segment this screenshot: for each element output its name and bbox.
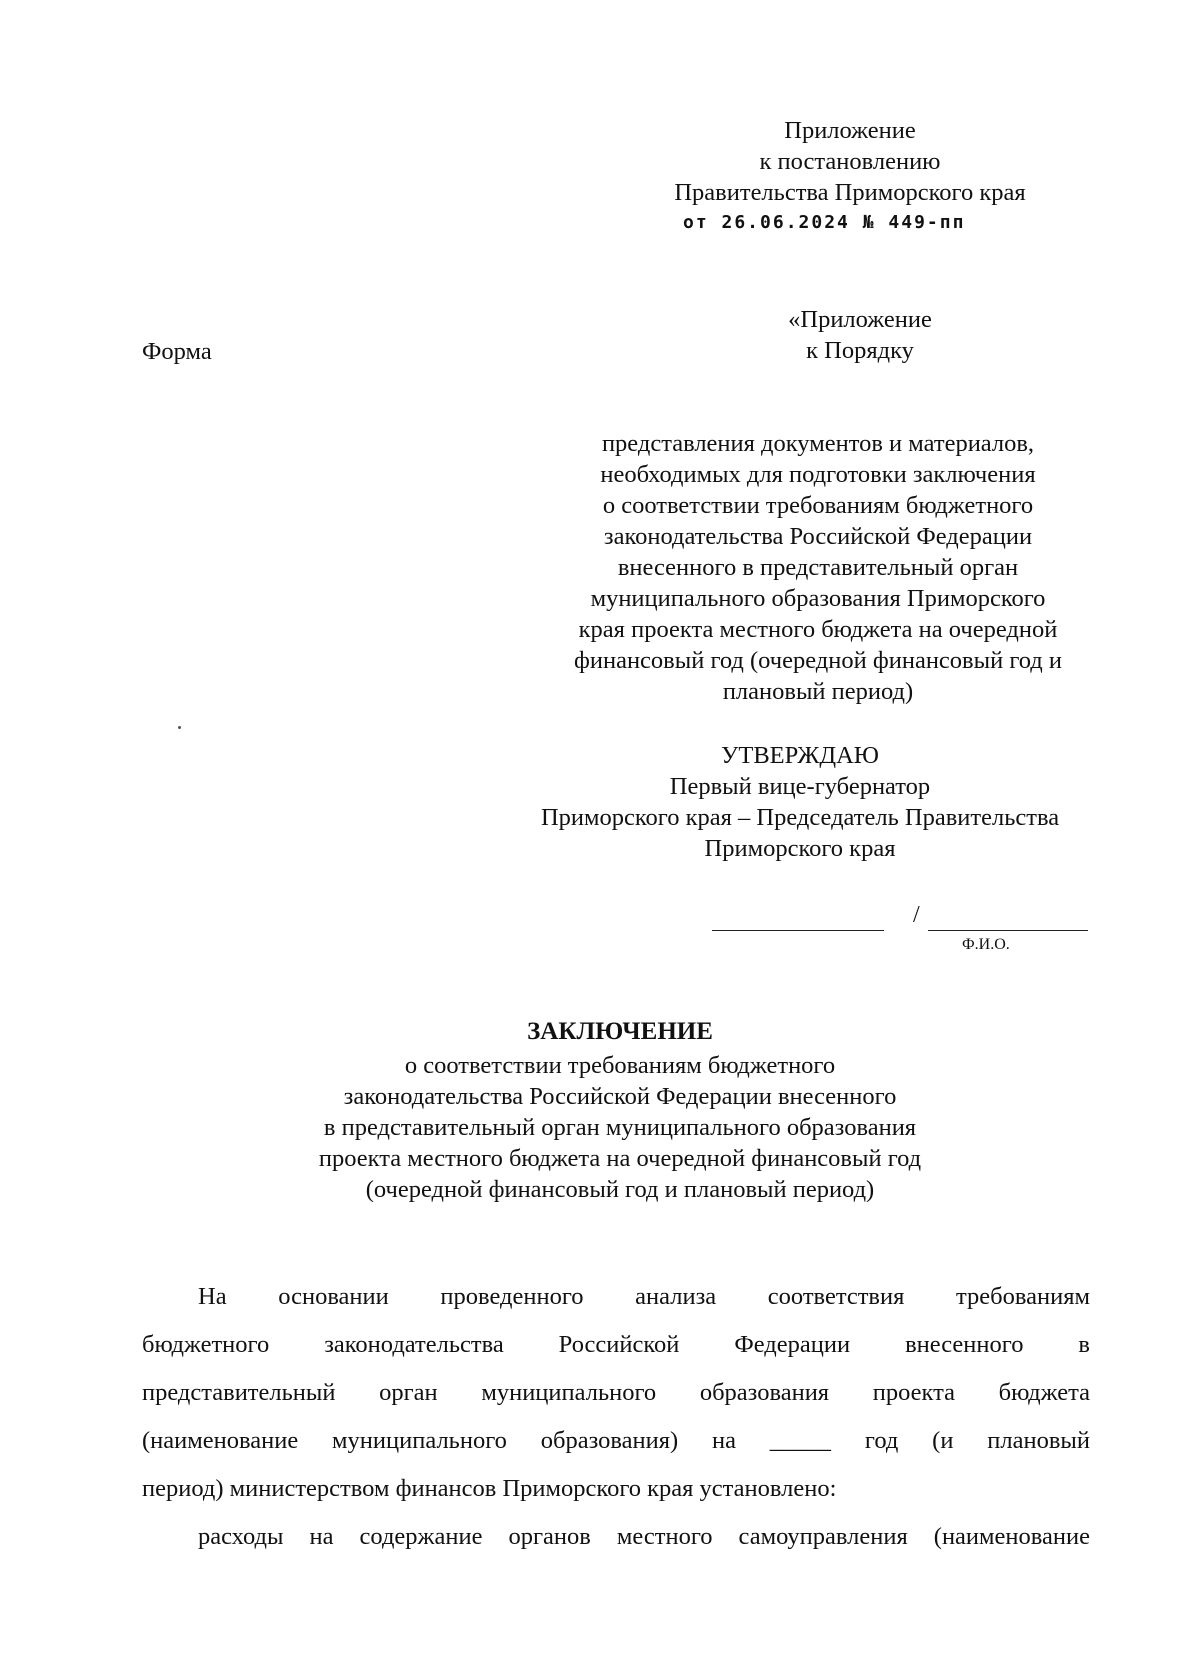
conclusion-title: ЗАКЛЮЧЕНИЕ (527, 1018, 713, 1045)
appendix-header (620, 115, 1080, 208)
order-appendix-text-line: внесенного в представительный орган (617, 554, 1019, 581)
appendix-header-line1: Приложение (784, 117, 916, 144)
approval-title: УТВЕРЖДАЮ (721, 742, 879, 769)
appendix-header-line3: Правительства Приморского края (674, 179, 1026, 206)
body-line: бюджетного законодательства Российской Федерации внесенного в (142, 1331, 1090, 1358)
approval-block (480, 740, 1120, 864)
conclusion-subtitle-line: законодательства Российской Федерации внесенного (343, 1083, 897, 1110)
order-appendix-text-line: законодательства Российской Федерации (603, 523, 1033, 550)
order-appendix-line2: к Порядку (806, 337, 914, 364)
order-appendix-text-line: представления документов и материалов, (601, 430, 1035, 457)
order-appendix-text-line: края проекта местного бюджета на очередной (578, 616, 1058, 643)
body-text (142, 1273, 1090, 1561)
decree-number: от 26.06.2024 № 449-пп (683, 212, 966, 233)
approval-line3: Приморского края (704, 835, 896, 862)
conclusion-subtitle-line: проекта местного бюджета на очередной финансовый год (318, 1145, 922, 1172)
order-appendix-text-line: о соответствии требованиям бюджетного (602, 492, 1034, 519)
approval-line1: Первый вице-губернатор (669, 773, 931, 800)
conclusion-subtitle-line: (очередной финансовый год и плановый период) (365, 1176, 875, 1203)
fio-caption: Ф.И.О. (962, 936, 1010, 953)
stray-dot (178, 726, 181, 729)
order-appendix-header (700, 304, 1020, 366)
approval-line2: Приморского края – Председатель Правительства (540, 804, 1060, 831)
body-line: расходы на содержание органов местного самоуправления (наименование (198, 1523, 1090, 1550)
order-appendix-line1: «Приложение (788, 306, 932, 333)
order-appendix-body (538, 428, 1098, 707)
form-label: Форма (142, 338, 212, 365)
body-line: представительный орган муниципального образования проекта бюджета (142, 1379, 1090, 1406)
body-line: период) министерством финансов Приморского края установлено: (142, 1475, 837, 1502)
order-appendix-text-line: финансовый год (очередной финансовый год и (573, 647, 1063, 674)
appendix-header-line2: к постановлению (759, 148, 941, 175)
name-line (928, 930, 1088, 931)
order-appendix-text-line: муниципального образования Приморского (590, 585, 1046, 612)
order-appendix-text-line: плановый период) (722, 678, 914, 705)
signature-slash: / (913, 902, 920, 928)
conclusion-subtitle-line: в представительный орган муниципального образования (323, 1114, 917, 1141)
conclusion-subtitle-line: о соответствии требованиям бюджетного (404, 1052, 836, 1079)
signature-line (712, 930, 884, 931)
body-line: На основании проведенного анализа соответствия требованиям (198, 1283, 1090, 1310)
conclusion-subtitle (120, 1050, 1120, 1205)
body-line: (наименование муниципального образования) на _____ год (и плановый (142, 1427, 1090, 1454)
order-appendix-text-line: необходимых для подготовки заключения (600, 461, 1036, 488)
